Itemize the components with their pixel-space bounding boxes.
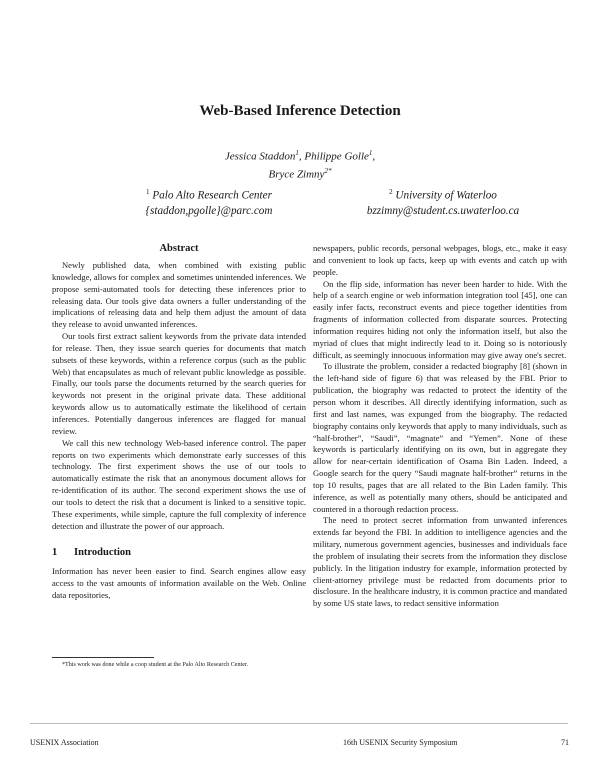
abstract-paragraph: Newly published data, when combined with existing public knowledge, allows for complex and sometimes unintended inferences. We propose semi-automated tools for detecting these inferences prior to releasing data. Our tools give data owners a fuller understanding of the implications of releasing data and help them adjust the amount of data they release to avoid unwanted inferences.	[52, 260, 306, 330]
footnote-text: This work was done while a coop student at the Palo Alto Research Center.	[65, 662, 249, 668]
author-line-2	[0, 164, 600, 182]
abstract-paragraph: Our tools first extract salient keywords from the private data intended for release. Then, they issue search queries for documents that match subsets of these keywords, within a reference corpus (such as the public Web) that encapsulates as much of relevant public knowledge as possible. Finally, our tools parse the documents returned by the search queries for keywords not present in the original private data. These additional keywords allow us to automatically estimate the likelihood of certain inferences. Potentially dangerous inferences are flagged for manual review.	[52, 331, 306, 436]
section-heading-introduction	[52, 546, 306, 559]
author-affil-mark: 2*	[324, 166, 332, 175]
author-name: Philippe Golle	[304, 150, 369, 163]
author-affil-mark: 1	[368, 149, 373, 157]
section-number: 1	[52, 547, 58, 559]
affiliation-email: bzzimny@student.cs.uwaterloo.ca	[366, 204, 520, 217]
footer-rule	[30, 723, 568, 724]
affiliation-mark: 1	[146, 188, 150, 196]
author-separator: ,	[372, 150, 376, 163]
author-line-1	[0, 146, 600, 164]
body-paragraph: Information has never been easier to find. Search engines allow easy access to the vast amounts of information available on the Web. Online data repositories,	[52, 566, 306, 601]
page-number: 71	[561, 738, 569, 747]
body-paragraph: On the flip side, information has never been harder to hide. With the help of a search engine or web information integration tool [45], one can easily infer facts, reconstruct events and piece together identities from fragments of information collected from disparate sources. Protecting information requires hiding not only the information itself, but also the myriad of clues that might indirectly lead to it. Doing so is notoriously difficult, as seemingly innocuous information may give away one's secret.	[313, 278, 567, 360]
author-name: Bryce Zimny	[268, 168, 325, 181]
paper-title: Web-Based Inference Detection	[199, 103, 401, 119]
footnote-rule	[52, 657, 154, 658]
body-paragraph: The need to protect secret information from unwanted inferences extends far beyond the FBI. In addition to intelligence agencies and the military, numerous government agencies, businesses and individuals face the problem of insulating their secrets from the information they disclose publicly. In the litigation industry for example, information protected by client-attorney privilege must be redacted from documents prior to disclosure. In the healthcare industry, it is common practice and mandated by some US state laws, to redact sensitive information	[313, 515, 567, 609]
affiliation-mark: 2	[389, 188, 393, 196]
footer-venue: 16th USENIX Security Symposium	[343, 738, 458, 747]
affiliation-name: Palo Alto Research Center	[152, 189, 272, 202]
body-paragraph: newspapers, public records, personal webpages, blogs, etc., make it easy and convenient to look up facts, keep up with events and catch up with people.	[313, 243, 567, 277]
affiliation-name: University of Waterloo	[395, 189, 497, 202]
abstract-heading: Abstract	[159, 243, 199, 254]
section-title: Introduction	[74, 547, 131, 559]
footnote-mark: *	[62, 662, 66, 668]
left-column	[52, 242, 306, 602]
author-affil-mark: 1	[295, 149, 299, 157]
right-column	[313, 243, 567, 610]
abstract-paragraph: We call this new technology Web-based inference control. The paper reports on two experiments which demonstrate early successes of this technology. The first experiment shows the use of our tools to automatically estimate the risk that an anonymous document allows for re-identification of its author. The second experiment shows the use of our tools to detect the risk that a document is linked to a sensitive topic. These experiments, while simple, capture the full complexity of inference detection and illustrate the power of our approach.	[52, 437, 306, 531]
affiliation-2	[323, 185, 563, 219]
footnote	[52, 661, 306, 670]
author-list	[0, 146, 600, 181]
affiliation-1	[89, 185, 329, 219]
author-name: Jessica Staddon	[224, 150, 296, 163]
footer-organization: USENIX Association	[30, 738, 99, 747]
body-paragraph: To illustrate the problem, consider a redacted biography [8] (shown in the left-hand side of figure 6) that was released by the FBI. Prior to publication, the biography was redacted to protect the identity of the person whom it describes. All directly identifying information, such as first and last names, was expunged from the biography. The redacted biography contains only keywords that apply to many individuals, such as “half-brother”, “Saudi”, “magnate” and “Yemen”. None of these keywords is particularly identifying on its own, but in aggregate they allow for near-certain identification of Osama Bin Laden. Indeed, a Google search for the query “Saudi magnate half-brother” returns in the top 10 results, pages that are all related to the Bin Laden family. This inference, as well as potentially many others, should be anticipated and countered in a thorough redaction process.	[313, 361, 567, 514]
affiliation-email: {staddon,pgolle}@parc.com	[145, 204, 273, 217]
author-separator: ,	[298, 150, 305, 163]
